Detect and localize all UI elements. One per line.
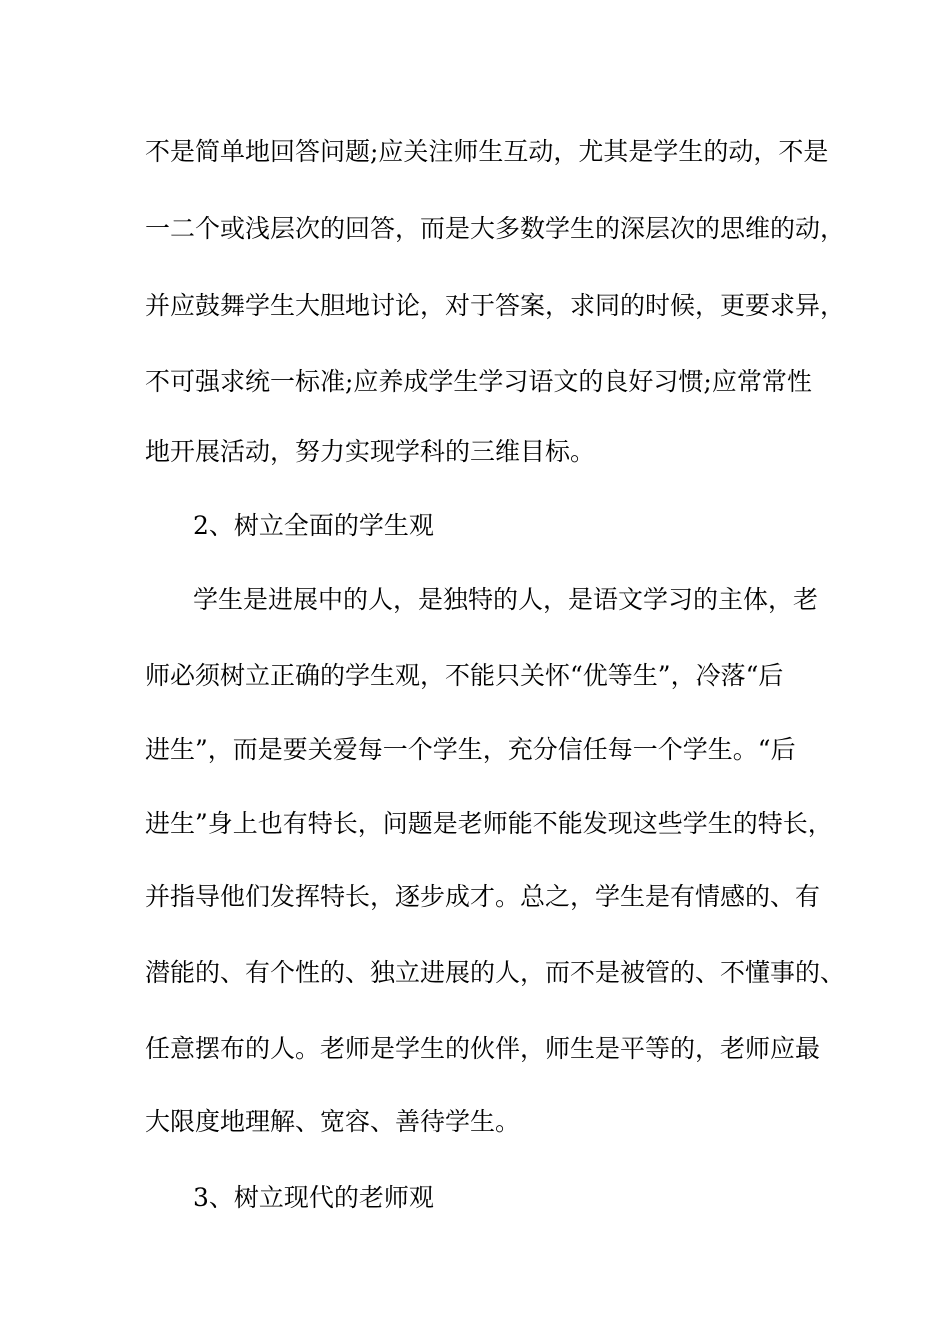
section-heading: 2、树立全面的学生观 — [193, 511, 434, 540]
body-text-line: 大限度地理解、宽容、善待学生。 — [145, 1107, 521, 1136]
body-text-line: 不可强求统一标准;应养成学生学习语文的良好习惯;应常常性 — [145, 367, 812, 396]
body-text-line: 进生”，而是要关爱每一个学生，充分信任每一个学生。“后 — [145, 735, 796, 764]
body-text-line: 潜能的、有个性的、独立进展的人，而不是被管的、不懂事的、 — [145, 958, 846, 987]
body-text-line: 进生”身上也有特长，问题是老师能不能发现这些学生的特长， — [145, 809, 833, 838]
body-text-line: 地开展活动，努力实现学科的三维目标。 — [145, 437, 596, 466]
body-text-line: 任意摆布的人。老师是学生的伙伴，师生是平等的，老师应最 — [145, 1034, 821, 1063]
section-heading: 3、树立现代的老师观 — [193, 1183, 434, 1212]
body-text-line: 一二个或浅层次的回答，而是大多数学生的深层次的思维的动， — [145, 214, 846, 243]
body-text-line: 并应鼓舞学生大胆地讨论，对于答案，求同的时候，更要求异， — [145, 291, 846, 320]
paragraph-first-line: 学生是进展中的人，是独特的人，是语文学习的主体，老 — [193, 585, 819, 614]
body-text-line: 师必须树立正确的学生观，不能只关怀“优等生”，冷落“后 — [145, 661, 784, 690]
body-text-line: 并指导他们发挥特长，逐步成才。总之，学生是有情感的、有 — [145, 882, 821, 911]
body-text-line: 不是简单地回答问题;应关注师生互动，尤其是学生的动，不是 — [145, 137, 829, 166]
